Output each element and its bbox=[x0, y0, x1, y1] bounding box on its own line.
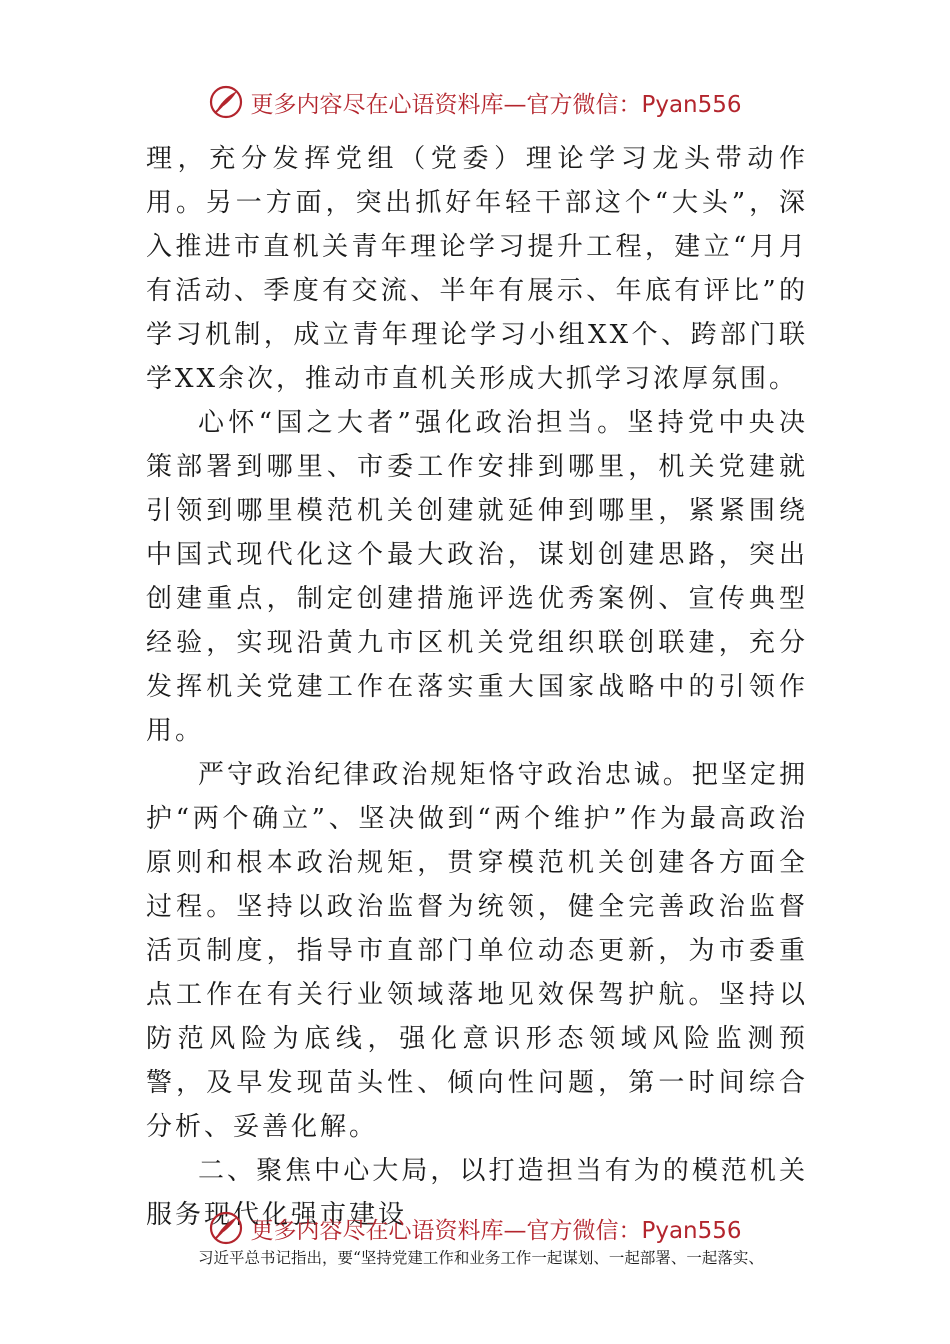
paragraph: 习近平总书记指出，要“坚持党建工作和业务工作一起谋划、一起部署、一起落实、 bbox=[198, 1249, 764, 1267]
section-heading: 二、聚焦中心大局，以打造担当有为的模范机关服务现代化强市建设 bbox=[146, 1156, 808, 1230]
feather-pen-circle-icon bbox=[208, 1210, 244, 1246]
banner-text: 更多内容尽在心语资料库—官方微信：Pyan556 bbox=[250, 1217, 742, 1244]
paragraph: 理，充分发挥党组（党委）理论学习龙头带动作用。另一方面，突出抓好年轻干部这个“大头”，深入推进市直机关青年理论学习提升工程，建立“月月有活动、季度有交流、半年有展示、年底有评比”的学习机制，成立青年理论学习小组XX个、跨部门联学XX余次，推动市直机关形成大抓学习浓厚氛围。 bbox=[146, 144, 808, 394]
header-watermark-banner bbox=[0, 80, 950, 124]
feather-pen-circle-icon bbox=[208, 84, 244, 120]
banner-text: 更多内容尽在心语资料库—官方微信：Pyan556 bbox=[250, 91, 742, 118]
document-body bbox=[146, 137, 808, 1271]
footer-watermark-banner bbox=[0, 1206, 950, 1250]
paragraph: 心怀“国之大者”强化政治担当。坚持党中央决策部署到哪里、市委工作安排到哪里，机关党建就引领到哪里模范机关创建就延伸到哪里，紧紧围绕中国式现代化这个最大政治，谋划创建思路，突出创建重点，制定创建措施评选优秀案例、宣传典型经验，实现沿黄九市区机关党组织联创联建，充分发挥机关党建工作在落实重大国家战略中的引领作用。 bbox=[146, 408, 808, 746]
paragraph: 严守政治纪律政治规矩恪守政治忠诚。把坚定拥护“两个确立”、坚决做到“两个维护”作为最高政治原则和根本政治规矩，贯穿模范机关创建各方面全过程。坚持以政治监督为统领，健全完善政治监督活页制度，指导市直部门单位动态更新，为市委重点工作在有关行业领域落地见效保驾护航。坚持以防范风险为底线，强化意识形态领域风险监测预警，及早发现苗头性、倾向性问题，第一时间综合分析、妥善化解。 bbox=[146, 760, 808, 1142]
